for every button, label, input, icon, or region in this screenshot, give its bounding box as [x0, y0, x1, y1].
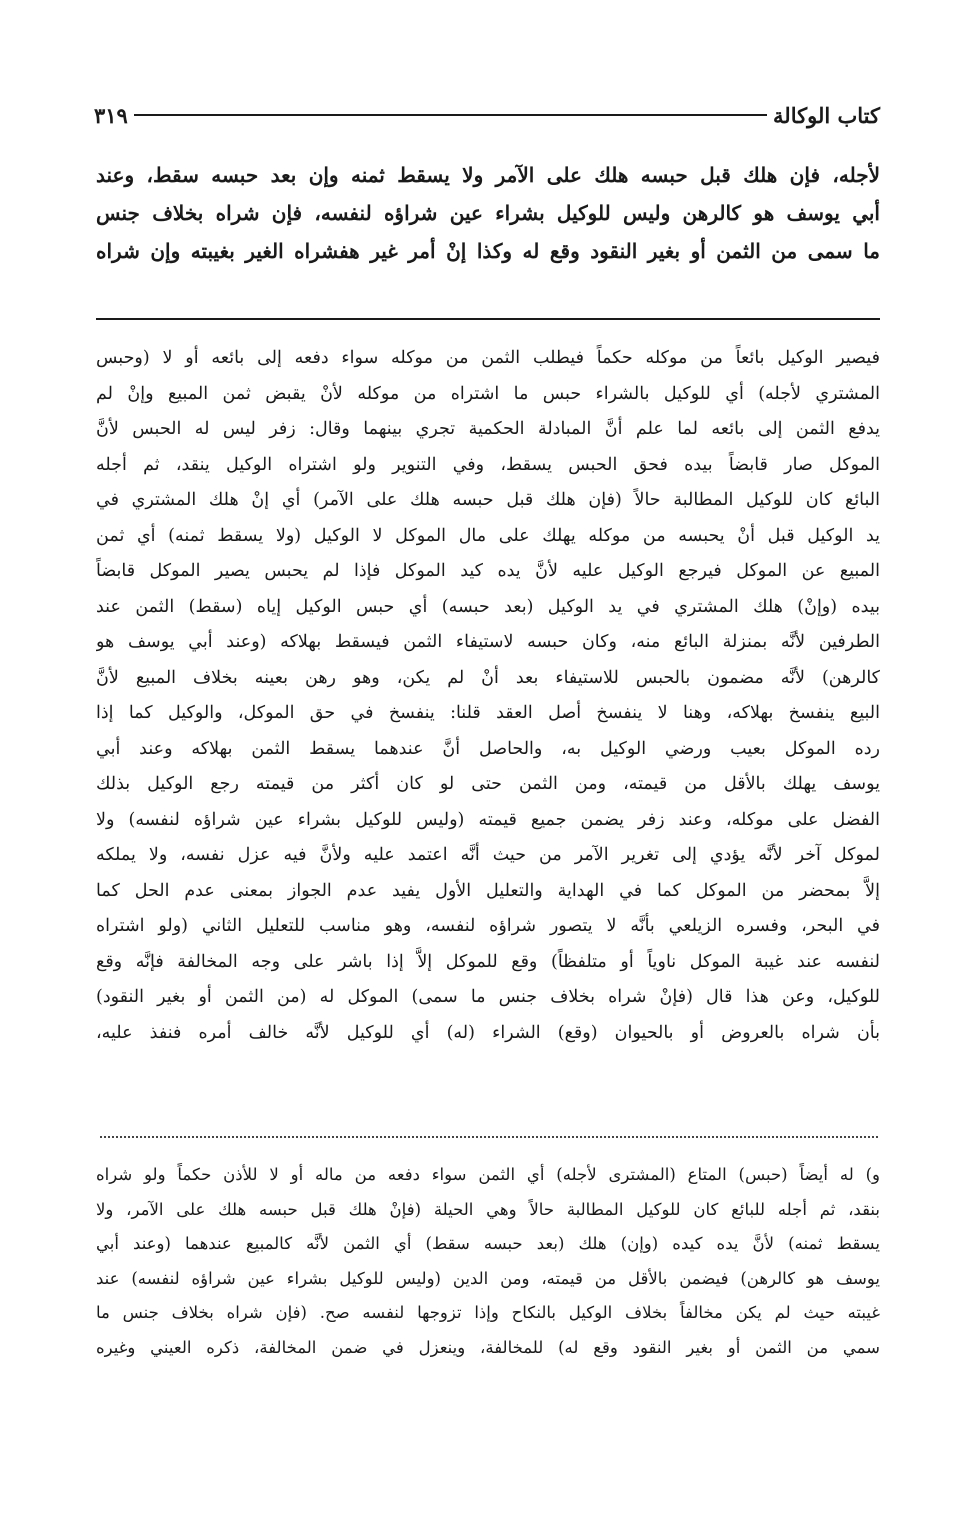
- footnote-line: يسقط ثمنه) لأنَّ يده كيده (وإن) هلك (بعد حبسه سقط) أي الثمن لأنَّه كالمبيع عندهما (وعند أبي: [96, 1234, 880, 1253]
- commentary-line: كالرهن) لأنَّه مضمون بالحبس للاستيفاء بعد أنْ لم يكن، وهو رهن بعينه بخلاف المبيع لأنَّ: [96, 667, 880, 688]
- footnote-line: و) له أيضاً (حبس) المتاع (المشترى لأجله) أي الثمن سواء دفعه من ماله أو لا للأذن حكماً ولو شراه: [96, 1165, 880, 1184]
- commentary-line: البائع كان للوكيل المطالبة حالاً (فإن هلك قبل حبسه هلك على الآمر) أي إنْ هلك المشتري في: [96, 490, 880, 510]
- commentary-line: بأن شراه بالعروض أو بالحيوان (وقع) الشراء (له) أي للوكيل لأنَّه خالف أمره فنفذ عليه،: [96, 1022, 880, 1043]
- commentary-line: لموكل آخر لأنَّه يؤدي إلى تغرير الآمر من حيث أنَّه اعتمد عليه ولأنَّ فيه عزل نفسه، ولا يملكه: [96, 845, 880, 865]
- commentary-line: إلاَّ بمحضر من الموكل كما في الهداية والتعليل الأول يفيد عدم الجواز بمعنى عدم الحل كما: [96, 880, 880, 901]
- main-text-separator: [96, 318, 880, 320]
- main-text-line: أبي يوسف هو كالرهن وليس للوكيل بشراء عين شراؤه لنفسه، فإن شراه بخلاف جنس: [96, 201, 880, 225]
- commentary-line: المشتري لأجله) أي للوكيل بالشراء حبس ما اشتراه من موكله لأنْ يقبض ثمن المبيع وإنْ لم: [96, 383, 880, 404]
- commentary-line: يد الوكيل قبل أنْ يحبسه من موكله يهلك على مال الموكل لا الوكيل (ولا يسقط ثمنه) أي ثمن: [96, 525, 880, 546]
- chapter-title: كتاب الوكالة: [773, 102, 880, 128]
- footnote-line: غيبته حيث لم يكن مخالفاً بخلاف الوكيل بالنكاح وإذا تزوجها لنفسه صح. (فإن شراه بخلاف جنس ما: [96, 1303, 880, 1322]
- commentary: [96, 341, 880, 1051]
- commentary-line: الطرفين لأنَّه بمنزلة البائع منه، وكان حبسه لاستيفاء الثمن فيسقط بهلاكه (وعند أبي يوسف هو: [96, 632, 880, 652]
- commentary-line: فيصير الوكيل بائعاً من موكله حكماً فيطلب الثمن من موكله سواء دفعه إلى بائعه أو لا (وحبس: [96, 348, 880, 368]
- commentary-line: الموكل صار قابضاً بيده فحق الحبس يسقط، وفي التنوير ولو اشتراه الوكيل ينقد، ثم أجله: [96, 454, 880, 475]
- footnote-line: بنقد، ثم أجله للبائع كان للوكيل المطالبة حالاً وهي الحيلة (فإنْ هلك قبل حبسه هلك على الآمر، ولا: [96, 1199, 880, 1219]
- commentary-line: البيع ينفسخ بهلاكه، وهنا لا ينفسخ أصل العقد قلنا: ينفسخ في حق الموكل، والوكيل كما إذا: [96, 703, 880, 723]
- commentary-line: لنفسه عند غيبة الموكل ناوياً أو متلفظاً) وقع للموكل إلاَّ إذا باشر على وجه المخالفة فإنَّه وقع: [96, 951, 880, 972]
- main-text: [96, 156, 880, 270]
- footnote: [96, 1158, 880, 1365]
- commentary-line: للوكيل، وعن هذا قال (فإنْ شراه بخلاف جنس ما سمى) الموكل له (من الثمن أو بغير النقود): [96, 987, 880, 1007]
- main-text-line: ما سمى من الثمن أو بغير النقود وقع له وكذا إنْ أمر غير هفشراه الغير بغيبته وإن شراه: [96, 239, 880, 263]
- running-header: [94, 98, 880, 132]
- footnote-line: سمي من الثمن أو بغير النقود وقع له) للمخالفة، وينعزل في ضمن المخالفة، ذكره العيني وغيره: [96, 1337, 880, 1357]
- commentary-line: الفضل على موكله، وعند زفر يضمن جميع قيمته (وليس للوكيل بشراء عين شراؤه لنفسه) ولا: [96, 809, 880, 830]
- commentary-line: في البحر، وفسره الزيلعي بأنَّه لا يتصور شراؤه لنفسه، وهو مناسب للتعليل الثاني (ولو اشتراه: [96, 916, 880, 936]
- footnote-separator: [100, 1136, 878, 1138]
- commentary-line: رده الموكل بعيب ورضي الوكيل به، والحاصل أنَّ عندهما يسقط الثمن بهلاكه وعند أبي: [96, 738, 880, 759]
- commentary-line: يدفع الثمن إلى بائعه لما علم أنَّ المبادلة الحكمية تجري بينهما وقال: زفر ليس له الحبس لأنَّ: [96, 419, 880, 439]
- main-text-line: لأجله، فإن هلك قبل حبسه هلك على الآمر ولا يسقط ثمنه وإن بعد حبسه سقط، وعند: [96, 163, 880, 187]
- footnote-line: يوسف هو كالرهن) فيضمن بالأقل من قيمته، ومن الدين (وليس للوكيل بشراء عين شراؤه لنفسه) عند: [96, 1268, 880, 1288]
- page-number: ٣١٩: [94, 102, 128, 128]
- header-rule: [134, 114, 767, 116]
- commentary-line: بيده (وإنْ) هلك المشتري في يد الوكيل (بعد حبسه) أي حبس الوكيل إياه (سقط) الثمن عند: [96, 596, 880, 617]
- commentary-line: يوسف يهلك بالأقل من قيمته، ومن الثمن حتى لو كان أكثر من قيمته رجع الوكيل بذلك: [96, 774, 880, 794]
- commentary-line: المبيع عن الموكل فيرجع الوكيل عليه لأنَّ يده كيد الموكل فإذا لم يحبس يصير الموكل قابضاً: [96, 561, 880, 581]
